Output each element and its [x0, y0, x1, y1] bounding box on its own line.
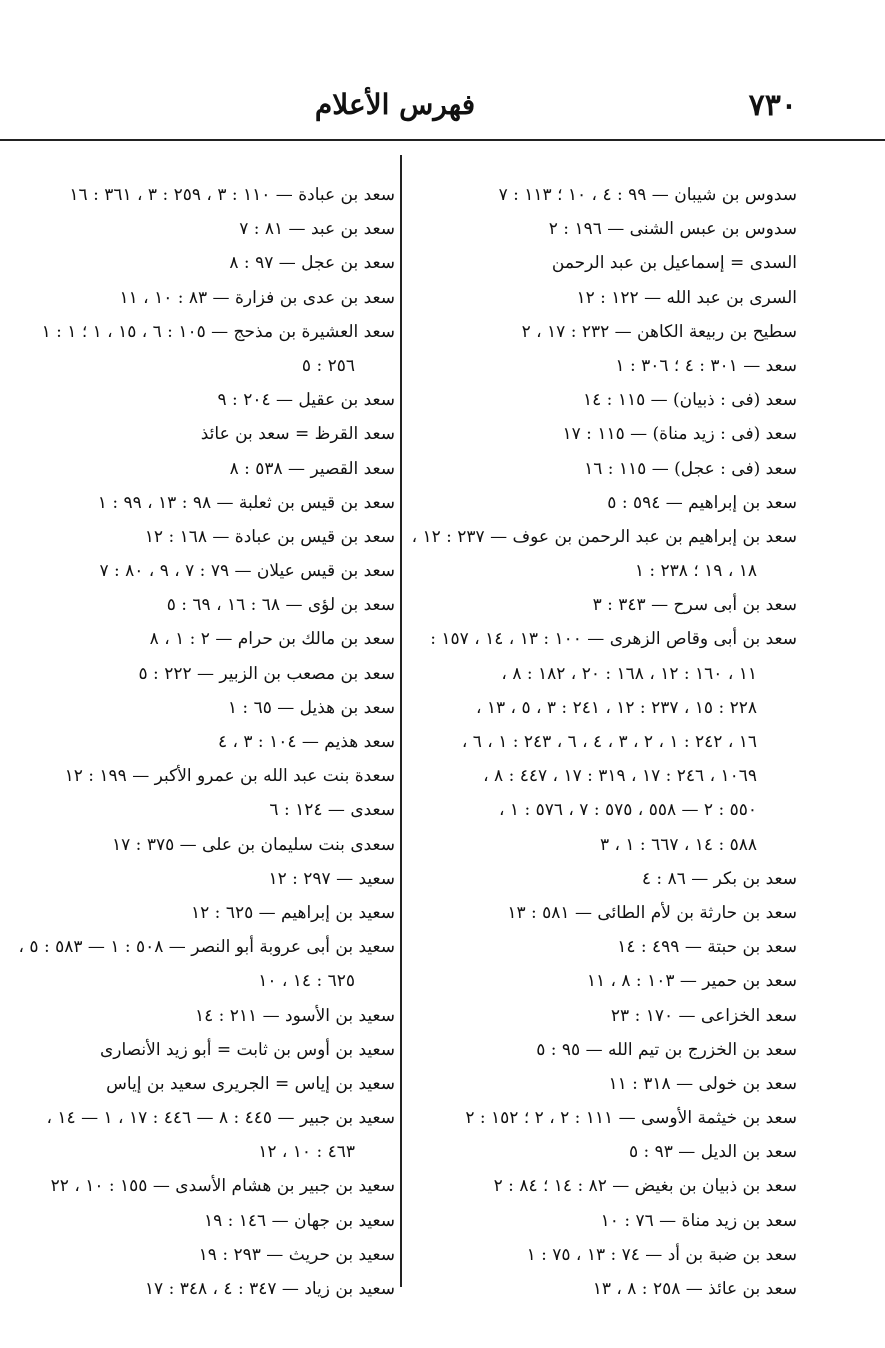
index-entry-continuation: ٦٢٥ : ١٤ ، ١٠ [258, 971, 355, 992]
index-entry: سعد بن ضبة بن أد — ٧٤ : ١٣ ، ٧٥ : ١ [526, 1244, 797, 1265]
index-entry: سعد هذيم — ١٠٤ : ٣ ، ٤ [217, 732, 395, 752]
index-entry: سعد بن عائذ — ٢٥٨ : ٨ ، ١٣ [592, 1279, 797, 1299]
index-entry: سعيد بن إياس = الجريرى سعيد بن إياس [106, 1073, 395, 1094]
index-entry: سعد بن عبد — ٨١ : ٧ [239, 219, 395, 240]
index-entry: سعد بن إبراهيم بن عبد الرحمن بن عوف — ٢٣٧ : ١٢ ، [411, 526, 797, 547]
index-entry: سعيد بن أوس بن ثابت = أبو زيد الأنصارى [99, 1039, 395, 1060]
index-entry: سعدى — ١٢٤ : ٦ [269, 800, 395, 821]
index-entry-continuation: ٥٥٠ : ٢ — ٥٥٨ ، ٥٧٥ : ٧ ، ٥٧٦ : ١ ، [499, 800, 757, 821]
index-entry: سعد بن لؤى — ٦٨ : ١٦ ، ٦٩ : ٥ [166, 595, 395, 616]
index-entry: سعد بن زيد مناة — ٧٦ : ١٠ [600, 1210, 797, 1231]
index-entry: سعد بن حمير — ١٠٣ : ٨ ، ١١ [586, 971, 797, 992]
index-entry: السدى = إسماعيل بن عبد الرحمن [551, 253, 797, 274]
index-entry: سعيد بن حريث — ٢٩٣ : ١٩ [198, 1244, 395, 1265]
index-entry: سعد بن قيس بن ثعلبة — ٩٨ : ١٣ ، ٩٩ : ١ [97, 492, 395, 513]
index-entry: سعد العشيرة بن مذحج — ١٠٥ : ٦ ، ١٥ ، ١ ؛ ١ : ١ [41, 321, 395, 342]
index-entry: سعد بن عجل — ٩٧ : ٨ [229, 253, 395, 274]
index-entry: سعد (فى : ذبيان) — ١١٥ : ١٤ [583, 390, 797, 411]
index-entry-continuation: ١٨ ، ١٩ ؛ ٢٣٨ : ١ [634, 561, 757, 582]
index-entry: سدوس بن شيبان — ٩٩ : ٤ ، ١٠ ؛ ١١٣ : ٧ [498, 185, 797, 205]
index-entry-continuation: ١١ ، ١٦٠ : ١٢ ، ١٦٨ : ٢٠ ، ١٨٢ : ٨ ، [501, 663, 757, 684]
index-entry: سعد بن عبادة — ١١٠ : ٣ ، ٢٥٩ : ٣ ، ٣٦١ : ١٦ [69, 185, 395, 205]
index-entry: سعد القرظ = سعد بن عائذ [200, 424, 395, 445]
index-entry: سعد بن أبى وقاص الزهرى — ١٠٠ : ١٣ ، ١٤ ، ١٥٧ : [430, 629, 797, 650]
index-entry: سعيد بن أبى عروبة أبو النصر — ٥٠٨ : ١ — ٥٨٣ : ٥ ، [18, 937, 395, 958]
index-entry: سعد بن خولى — ٣١٨ : ١١ [608, 1073, 797, 1094]
index-entry: سعد القصير — ٥٣٨ : ٨ [229, 458, 395, 479]
index-entry: سعيد بن جبير — ٤٤٥ : ٨ — ٤٤٦ : ١٧ ، ١ — ١٤ ، [46, 1108, 395, 1129]
page-number: ٧٣٠ [748, 88, 797, 123]
index-entry: سعيد بن جبير بن هشام الأسدى — ١٥٥ : ١٠ ، ٢٢ [50, 1176, 395, 1197]
index-entry: سعدة بنت عبد الله بن عمرو الأكبر — ١٩٩ : ١٢ [64, 766, 395, 787]
header-rule [0, 139, 885, 141]
index-entry-continuation: ٢٥٦ : ٥ [301, 355, 355, 376]
index-entry: سعد بن مصعب بن الزبير — ٢٢٢ : ٥ [138, 663, 395, 684]
index-entry: سعد الخزاعى — ١٧٠ : ٢٣ [610, 1005, 797, 1026]
index-entry: سعد بن الخزرج بن تيم الله — ٩٥ : ٥ [536, 1039, 797, 1060]
index-entry: سعد بن أبى سرح — ٣٤٣ : ٣ [592, 595, 797, 616]
index-entry: سعيد — ٢٩٧ : ١٢ [268, 868, 395, 889]
index-entry: سعد بن خيثمة الأوسى — ١١١ : ٢ ، ٢ ؛ ١٥٢ : ٢ [465, 1108, 797, 1129]
index-entry: سعد — ٣٠١ : ٤ ؛ ٣٠٦ : ١ [615, 355, 797, 376]
index-entry: سعد بن عقيل — ٢٠٤ : ٩ [217, 390, 395, 411]
index-entry: سعد بن قيس بن عبادة — ١٦٨ : ١٢ [144, 526, 395, 547]
index-entry-continuation: ٤٦٣ : ١٠ ، ١٢ [258, 1142, 355, 1163]
index-entry: سعد بن هذيل — ٦٥ : ١ [227, 697, 395, 718]
index-entry-continuation: ١٦ ، ٢٤٢ : ١ ، ٢ ، ٣ ، ٤ ، ٦ ، ٢٤٣ : ١ ، ٦ ، [461, 732, 757, 752]
index-column-left [5, 178, 395, 1306]
index-entry: السرى بن عبد الله — ١٢٢ : ١٢ [576, 287, 797, 308]
index-entry: سعد بن حارثة بن لأم الطائى — ٥٨١ : ١٣ [507, 902, 797, 923]
index-entry: سعيد بن زياد — ٣٤٧ : ٤ ، ٣٤٨ : ١٧ [144, 1279, 395, 1299]
index-entry: سعد بن عدى بن فزارة — ٨٣ : ١٠ ، ١١ [119, 287, 395, 308]
index-entry: سعد بن قيس عيلان — ٧٩ : ٧ ، ٩ ، ٨٠ : ٧ [99, 561, 395, 582]
index-entry: سعيد بن إبراهيم — ٦٢٥ : ١٢ [191, 902, 395, 923]
page-header [0, 84, 885, 134]
index-entry: سعد (فى : زيد مناة) — ١١٥ : ١٧ [562, 424, 797, 445]
index-entry: سعد بن حبتة — ٤٩٩ : ١٤ [617, 937, 797, 958]
index-entry: سعد بن مالك بن حرام — ٢ : ١ ، ٨ [149, 629, 395, 650]
index-entry: سعد بن الديل — ٩٣ : ٥ [628, 1142, 797, 1163]
index-entry: سعد (فى : عجل) — ١١٥ : ١٦ [584, 458, 797, 479]
index-entry: سعد بن إبراهيم — ٥٩٤ : ٥ [607, 492, 797, 513]
index-entry: سدوس بن عبس الشنى — ١٩٦ : ٢ [548, 219, 797, 240]
index-entry: سطيح بن ربيعة الكاهن — ٢٣٢ : ١٧ ، ٢ [521, 321, 797, 342]
index-column-right [397, 178, 797, 1306]
index-entry: سعد بن بكر — ٨٦ : ٤ [641, 868, 797, 889]
page-title: فهرس الأعلام [314, 88, 476, 121]
index-entry-continuation: ١٠٦٩ ، ٢٤٦ : ١٧ ، ٣١٩ : ١٧ ، ٤٤٧ : ٨ ، [483, 766, 757, 787]
index-entry-continuation: ٥٨٨ : ١٤ ، ٦٦٧ : ١ ، ٣ [599, 834, 757, 855]
index-entry: سعيد بن الأسود — ٢١١ : ١٤ [194, 1005, 395, 1026]
index-entry: سعد بن ذبيان بن بغيض — ٨٢ : ١٤ ؛ ٨٤ : ٢ [493, 1176, 797, 1197]
index-entry-continuation: ٢٢٨ : ١٥ ، ٢٣٧ : ١٢ ، ٢٤١ : ٣ ، ٥ ، ١٣ ، [475, 697, 757, 718]
index-entry: سعدى بنت سليمان بن على — ٣٧٥ : ١٧ [112, 834, 395, 855]
index-entry: سعيد بن جهان — ١٤٦ : ١٩ [203, 1210, 395, 1231]
